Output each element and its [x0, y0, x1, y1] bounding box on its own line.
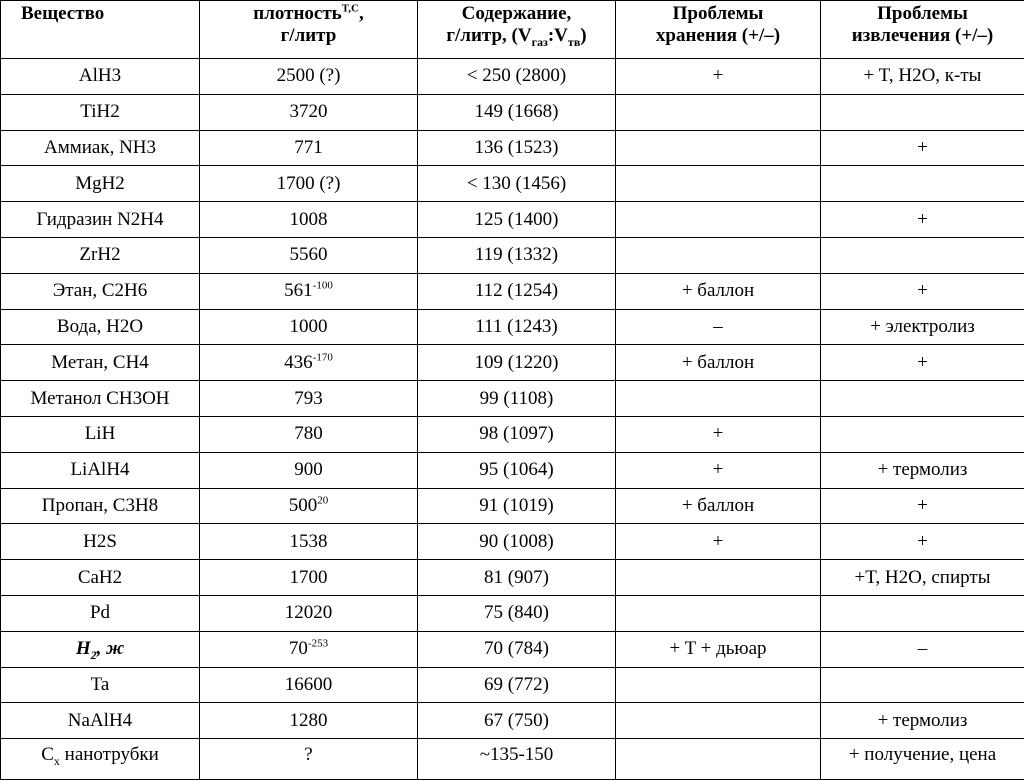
table-row — [1, 703, 1024, 739]
cell-content: 75 (840) — [418, 595, 616, 631]
cell-storage: + T + дьюар — [616, 631, 821, 667]
cell-substance: Метан, CH4 — [1, 345, 200, 381]
cell-storage: – — [616, 309, 821, 345]
cell-content: < 250 (2800) — [418, 59, 616, 95]
cell-extraction — [821, 595, 1024, 631]
cell-extraction: + — [821, 345, 1024, 381]
cell-density: 1280 — [200, 703, 418, 739]
cell-substance: H2S — [1, 524, 200, 560]
table-row — [1, 59, 1024, 95]
header-row — [1, 1, 1024, 59]
table-row — [1, 560, 1024, 596]
cell-substance: Этан, C2H6 — [1, 273, 200, 309]
cell-storage — [616, 381, 821, 417]
cell-substance: MgH2 — [1, 166, 200, 202]
cell-density: 900 — [200, 452, 418, 488]
table-row — [1, 202, 1024, 238]
table-row — [1, 452, 1024, 488]
cell-extraction: + — [821, 524, 1024, 560]
cell-density: 2500 (?) — [200, 59, 418, 95]
cell-density: 1700 — [200, 560, 418, 596]
cell-extraction: + электролиз — [821, 309, 1024, 345]
cell-extraction: + — [821, 488, 1024, 524]
cell-storage — [616, 560, 821, 596]
cell-content: 125 (1400) — [418, 202, 616, 238]
table-row — [1, 739, 1024, 780]
cell-extraction — [821, 381, 1024, 417]
cell-content: 99 (1108) — [418, 381, 616, 417]
table-row — [1, 273, 1024, 309]
cell-substance: Метанол CH3OH — [1, 381, 200, 417]
cell-density: $561^{-100}$ — [200, 273, 418, 309]
table-row — [1, 524, 1024, 560]
cell-density: 5560 — [200, 237, 418, 273]
cell-storage: + — [616, 452, 821, 488]
header-substance: Вещество — [1, 1, 200, 59]
cell-storage: + баллон — [616, 273, 821, 309]
cell-storage: + — [616, 524, 821, 560]
cell-content: 119 (1332) — [418, 237, 616, 273]
header-density: плотность$^{T,C}$, г/литр — [200, 1, 418, 59]
cell-extraction: + — [821, 130, 1024, 166]
table-row — [1, 237, 1024, 273]
cell-storage: + — [616, 59, 821, 95]
cell-extraction: + термолиз — [821, 703, 1024, 739]
cell-storage — [616, 130, 821, 166]
header-storage: Проблемы хранения (+/–) — [616, 1, 821, 59]
cell-content: 112 (1254) — [418, 273, 616, 309]
cell-extraction: + — [821, 202, 1024, 238]
cell-substance: AlH3 — [1, 59, 200, 95]
cell-storage — [616, 739, 821, 780]
cell-substance: ZrH2 — [1, 237, 200, 273]
cell-extraction — [821, 166, 1024, 202]
cell-storage — [616, 703, 821, 739]
cell-density: 771 — [200, 130, 418, 166]
cell-density: 780 — [200, 416, 418, 452]
cell-substance: LiH — [1, 416, 200, 452]
cell-substance: CaH2 — [1, 560, 200, 596]
cell-extraction — [821, 667, 1024, 703]
cell-storage: + — [616, 416, 821, 452]
cell-substance: $C_x$ нанотрубки — [1, 739, 200, 780]
cell-extraction: + — [821, 273, 1024, 309]
cell-content: 111 (1243) — [418, 309, 616, 345]
cell-substance: Гидразин N2H4 — [1, 202, 200, 238]
header-extraction: Проблемы извлечения (+/–) — [821, 1, 1024, 59]
cell-substance: Вода, H2O — [1, 309, 200, 345]
cell-extraction: – — [821, 631, 1024, 667]
cell-density: 1538 — [200, 524, 418, 560]
table-row — [1, 667, 1024, 703]
table-row — [1, 345, 1024, 381]
cell-storage — [616, 667, 821, 703]
cell-density: 16600 — [200, 667, 418, 703]
cell-extraction: + получение, цена — [821, 739, 1024, 780]
cell-density: $500^{20}$ — [200, 488, 418, 524]
cell-content: 98 (1097) — [418, 416, 616, 452]
cell-density: 3720 — [200, 94, 418, 130]
cell-content: 95 (1064) — [418, 452, 616, 488]
table-row — [1, 595, 1024, 631]
cell-substance: Аммиак, NH3 — [1, 130, 200, 166]
table-row — [1, 488, 1024, 524]
cell-content: 91 (1019) — [418, 488, 616, 524]
cell-substance: LiAlH4 — [1, 452, 200, 488]
cell-substance: NaAlH4 — [1, 703, 200, 739]
cell-content: 90 (1008) — [418, 524, 616, 560]
cell-density: 793 — [200, 381, 418, 417]
cell-storage: + баллон — [616, 488, 821, 524]
cell-content: 136 (1523) — [418, 130, 616, 166]
cell-storage — [616, 595, 821, 631]
table-row — [1, 94, 1024, 130]
cell-extraction: +T, H2O, спирты — [821, 560, 1024, 596]
header-content: Содержание, г/литр, $(V_{газ}:V_{тв})$ — [418, 1, 616, 59]
table-row — [1, 381, 1024, 417]
cell-density: 1000 — [200, 309, 418, 345]
cell-content: 109 (1220) — [418, 345, 616, 381]
cell-density: 12020 — [200, 595, 418, 631]
cell-content: 81 (907) — [418, 560, 616, 596]
cell-density: 1008 — [200, 202, 418, 238]
cell-extraction: + T, H2O, к-ты — [821, 59, 1024, 95]
cell-content: 69 (772) — [418, 667, 616, 703]
cell-storage: + баллон — [616, 345, 821, 381]
cell-extraction — [821, 237, 1024, 273]
cell-storage — [616, 237, 821, 273]
cell-substance: Pd — [1, 595, 200, 631]
cell-density: $70^{-253}$ — [200, 631, 418, 667]
table-row — [1, 166, 1024, 202]
cell-substance: Пропан, C3H8 — [1, 488, 200, 524]
cell-substance: TiH2 — [1, 94, 200, 130]
cell-content: < 130 (1456) — [418, 166, 616, 202]
table-row — [1, 309, 1024, 345]
cell-content: ~135-150 — [418, 739, 616, 780]
cell-extraction — [821, 94, 1024, 130]
cell-extraction: + термолиз — [821, 452, 1024, 488]
cell-density: 1700 (?) — [200, 166, 418, 202]
table-row — [1, 416, 1024, 452]
cell-substance: Ta — [1, 667, 200, 703]
cell-content: 67 (750) — [418, 703, 616, 739]
cell-substance: $H_2$, ж — [1, 631, 200, 667]
table-row — [1, 631, 1024, 667]
cell-density: $436^{-170}$ — [200, 345, 418, 381]
cell-content: 149 (1668) — [418, 94, 616, 130]
table-row — [1, 130, 1024, 166]
cell-extraction — [821, 416, 1024, 452]
table-body — [1, 59, 1024, 780]
cell-storage — [616, 166, 821, 202]
cell-storage — [616, 202, 821, 238]
cell-storage — [616, 94, 821, 130]
cell-density: ? — [200, 739, 418, 780]
cell-content: 70 (784) — [418, 631, 616, 667]
